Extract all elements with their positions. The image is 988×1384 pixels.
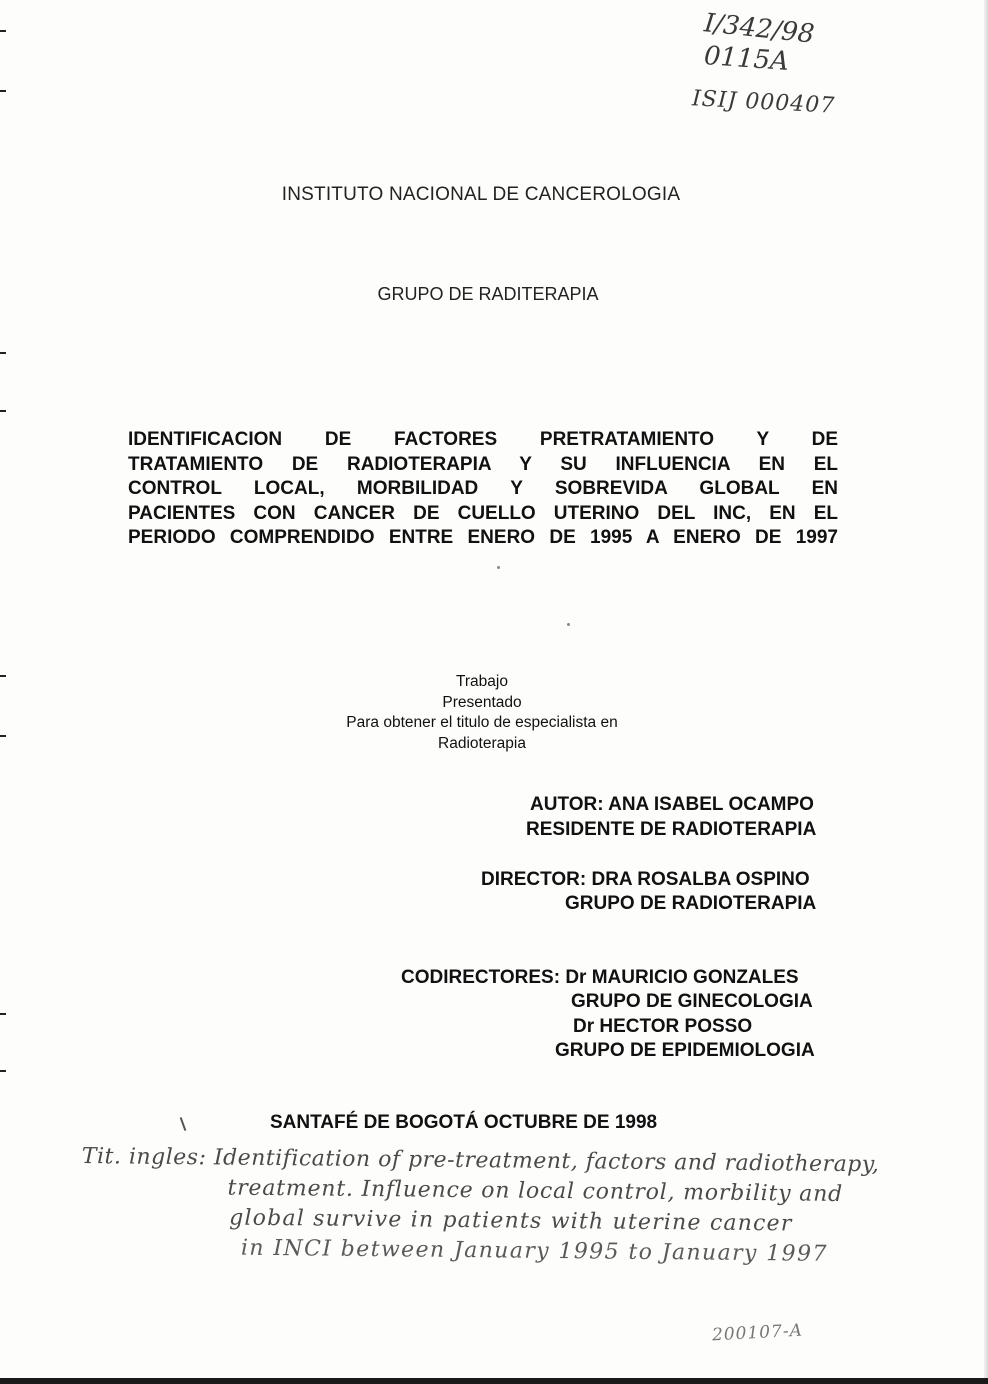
handwritten-ref-line1: I/342/98 (702, 8, 816, 50)
author-role: RESIDENTE DE RADIOTERAPIA (526, 819, 817, 840)
work-description (282, 672, 682, 754)
margin-mark (0, 735, 6, 737)
title-line: PERIODO COMPRENDIDO ENTRE ENERO DE 1995 A ENERO DE 1997 (128, 527, 838, 548)
scan-edge-right (984, 0, 988, 1384)
group-name: GRUPO DE RADITERAPIA (377, 284, 599, 304)
annotation-line: global survive in patients with uterine cancer (229, 1205, 793, 1237)
handwritten-ref-line2: 0115A (703, 41, 790, 77)
thesis-title (128, 428, 838, 551)
title-line: PACIENTES CON CANCER DE CUELLO UTERINO DEL INC, EN EL (128, 502, 838, 524)
subtitle-line: Presentado (442, 693, 522, 711)
handwritten-ref-bottom: 200107-A (711, 1320, 804, 1346)
title-line: TRATAMIENTO DE RADIOTERAPIA Y SU INFLUENCIA EN EL (128, 453, 838, 475)
annotation-line: treatment. Influence on local control, morbility and (227, 1175, 844, 1207)
title-line: CONTROL LOCAL, MORBILIDAD Y SOBREVIDA GLOBAL EN (128, 478, 838, 499)
margin-mark (0, 410, 6, 412)
handwritten-ref-line3: ISIJ 000407 (691, 86, 836, 119)
subtitle-line: Trabajo (456, 673, 508, 690)
institute-name: INSTITUTO NACIONAL DE CANCEROLOGIA (281, 184, 681, 205)
annotation-line: in INCI between January 1995 to January 1997 (240, 1235, 828, 1267)
margin-mark (0, 352, 6, 354)
place-and-date: SANTAFÉ DE BOGOTÁ OCTUBRE DE 1998 (270, 1112, 658, 1133)
scan-speck (567, 623, 570, 626)
margin-mark (0, 90, 6, 92)
author-line: AUTOR: ANA ISABEL OCAMPO (530, 794, 814, 815)
margin-mark (0, 30, 6, 32)
director-group: GRUPO DE RADIOTERAPIA (565, 893, 817, 914)
scan-edge-bottom (0, 1378, 988, 1384)
title-line: IDENTIFICACION DE FACTORES PRETRATAMIENTO Y DE (128, 429, 838, 450)
pen-tick-mark (180, 1117, 187, 1131)
codirectors-line: CODIRECTORES: Dr MAURICIO GONZALES (401, 967, 799, 988)
scan-speck (497, 566, 500, 569)
subtitle-line: Para obtener el titulo de especialista en (346, 714, 618, 731)
codirector2-group: GRUPO DE EPIDEMIOLOGIA (555, 1040, 815, 1061)
margin-mark (0, 1013, 6, 1015)
codirector2-line: Dr HECTOR POSSO (573, 1016, 753, 1037)
codirector1-group: GRUPO DE GINECOLOGIA (571, 991, 813, 1012)
director-line: DIRECTOR: DRA ROSALBA OSPINO (481, 869, 810, 890)
margin-mark (0, 675, 6, 677)
handwritten-english-title (81, 1142, 982, 1271)
subtitle-line: Radioterapia (438, 734, 526, 752)
margin-mark (0, 1070, 6, 1072)
annotation-line: Tit. ingles: Identification of pre-treatment, factors and radiotherapy, (81, 1143, 880, 1178)
